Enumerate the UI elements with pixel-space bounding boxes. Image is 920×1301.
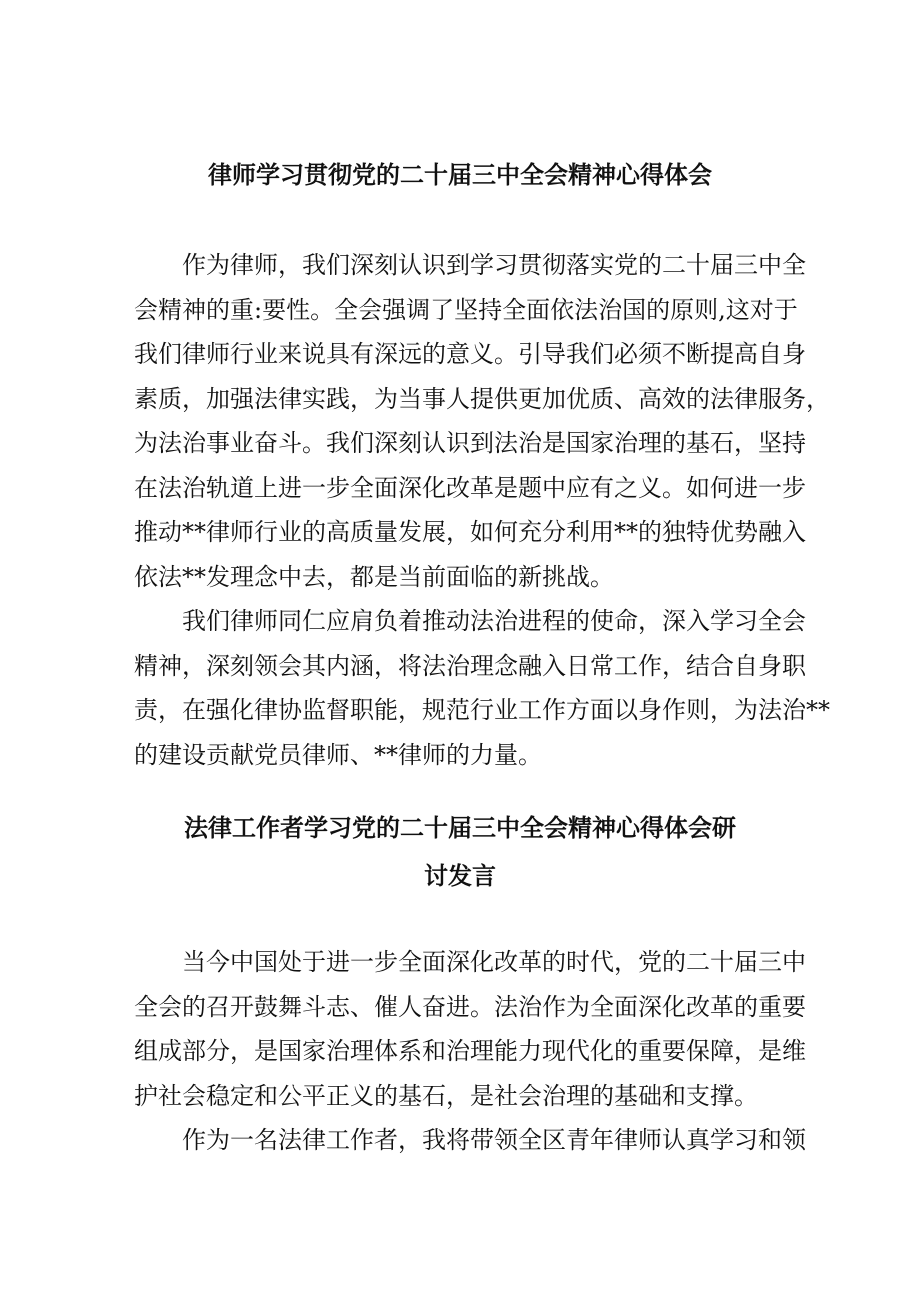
paragraph-line: 全会的召开鼓舞斗志、催人奋进。法治作为全面深化改革的重要 (134, 992, 806, 1021)
paragraph-line: 护社会稳定和公平正义的基石，是社会治理的基础和支撑。 (134, 1081, 758, 1110)
section2-paragraph-1 (134, 940, 806, 1118)
paragraph-line: 作为律师，我们深刻认识到学习贯彻落实党的二十届三中全 (182, 251, 806, 279)
paragraph-line: 作为一名法律工作者，我将带领全区青年律师认真学习和领 (182, 1126, 806, 1154)
paragraph-line: 责，在强化律协监督职能，规范行业工作方面以身作则，为法治** (134, 696, 830, 724)
paragraph-line: 我们律师行业来说具有深远的意义。引导我们必须不断提高自身 (134, 340, 806, 368)
paragraph-line: 的建设贡献党员律师、**律师的力量。 (134, 740, 542, 769)
paragraph-line: 推动**律师行业的高质量发展，如何充分利用**的独特优势融入 (134, 518, 806, 546)
paragraph-line: 精神，深刻领会其内涵，将法治理念融入日常工作，结合自身职 (134, 651, 806, 680)
paragraph-line: 素质，加强法律实践，为当事人提供更加优质、高效的法律服务， (134, 384, 830, 413)
section2-paragraph-2 (134, 1118, 806, 1163)
section2-title-line-2: 讨发言 (424, 862, 496, 890)
section1-title: 律师学习贯彻党的二十届三中全会精神心得体会 (208, 161, 712, 189)
paragraph-line: 当今中国处于进一步全面深化改革的时代，党的二十届三中 (182, 948, 806, 976)
paragraph-line: 组成部分，是国家治理体系和治理能力现代化的重要保障，是维 (134, 1037, 806, 1065)
paragraph-line: 我们律师同仁应肩负着推动法治进程的使命，深入学习全会 (182, 607, 806, 635)
paragraph-line: 依法**发理念中去，都是当前面临的新挑战。 (134, 562, 614, 591)
paragraph-line: 会精神的重:要性。全会强调了坚持全面依法治国的原则,这对于 (134, 295, 798, 324)
paragraph-line: 在法治轨道上进一步全面深化改革是题中应有之义。如何进一步 (134, 473, 806, 502)
paragraph-line: 为法治事业奋斗。我们深刻认识到法治是国家治理的基石，坚持 (134, 429, 806, 457)
section2-title-line-1: 法律工作者学习党的二十届三中全会精神心得体会研 (184, 814, 736, 842)
section1-paragraph-1 (134, 243, 830, 599)
section1-paragraph-2 (134, 599, 830, 777)
